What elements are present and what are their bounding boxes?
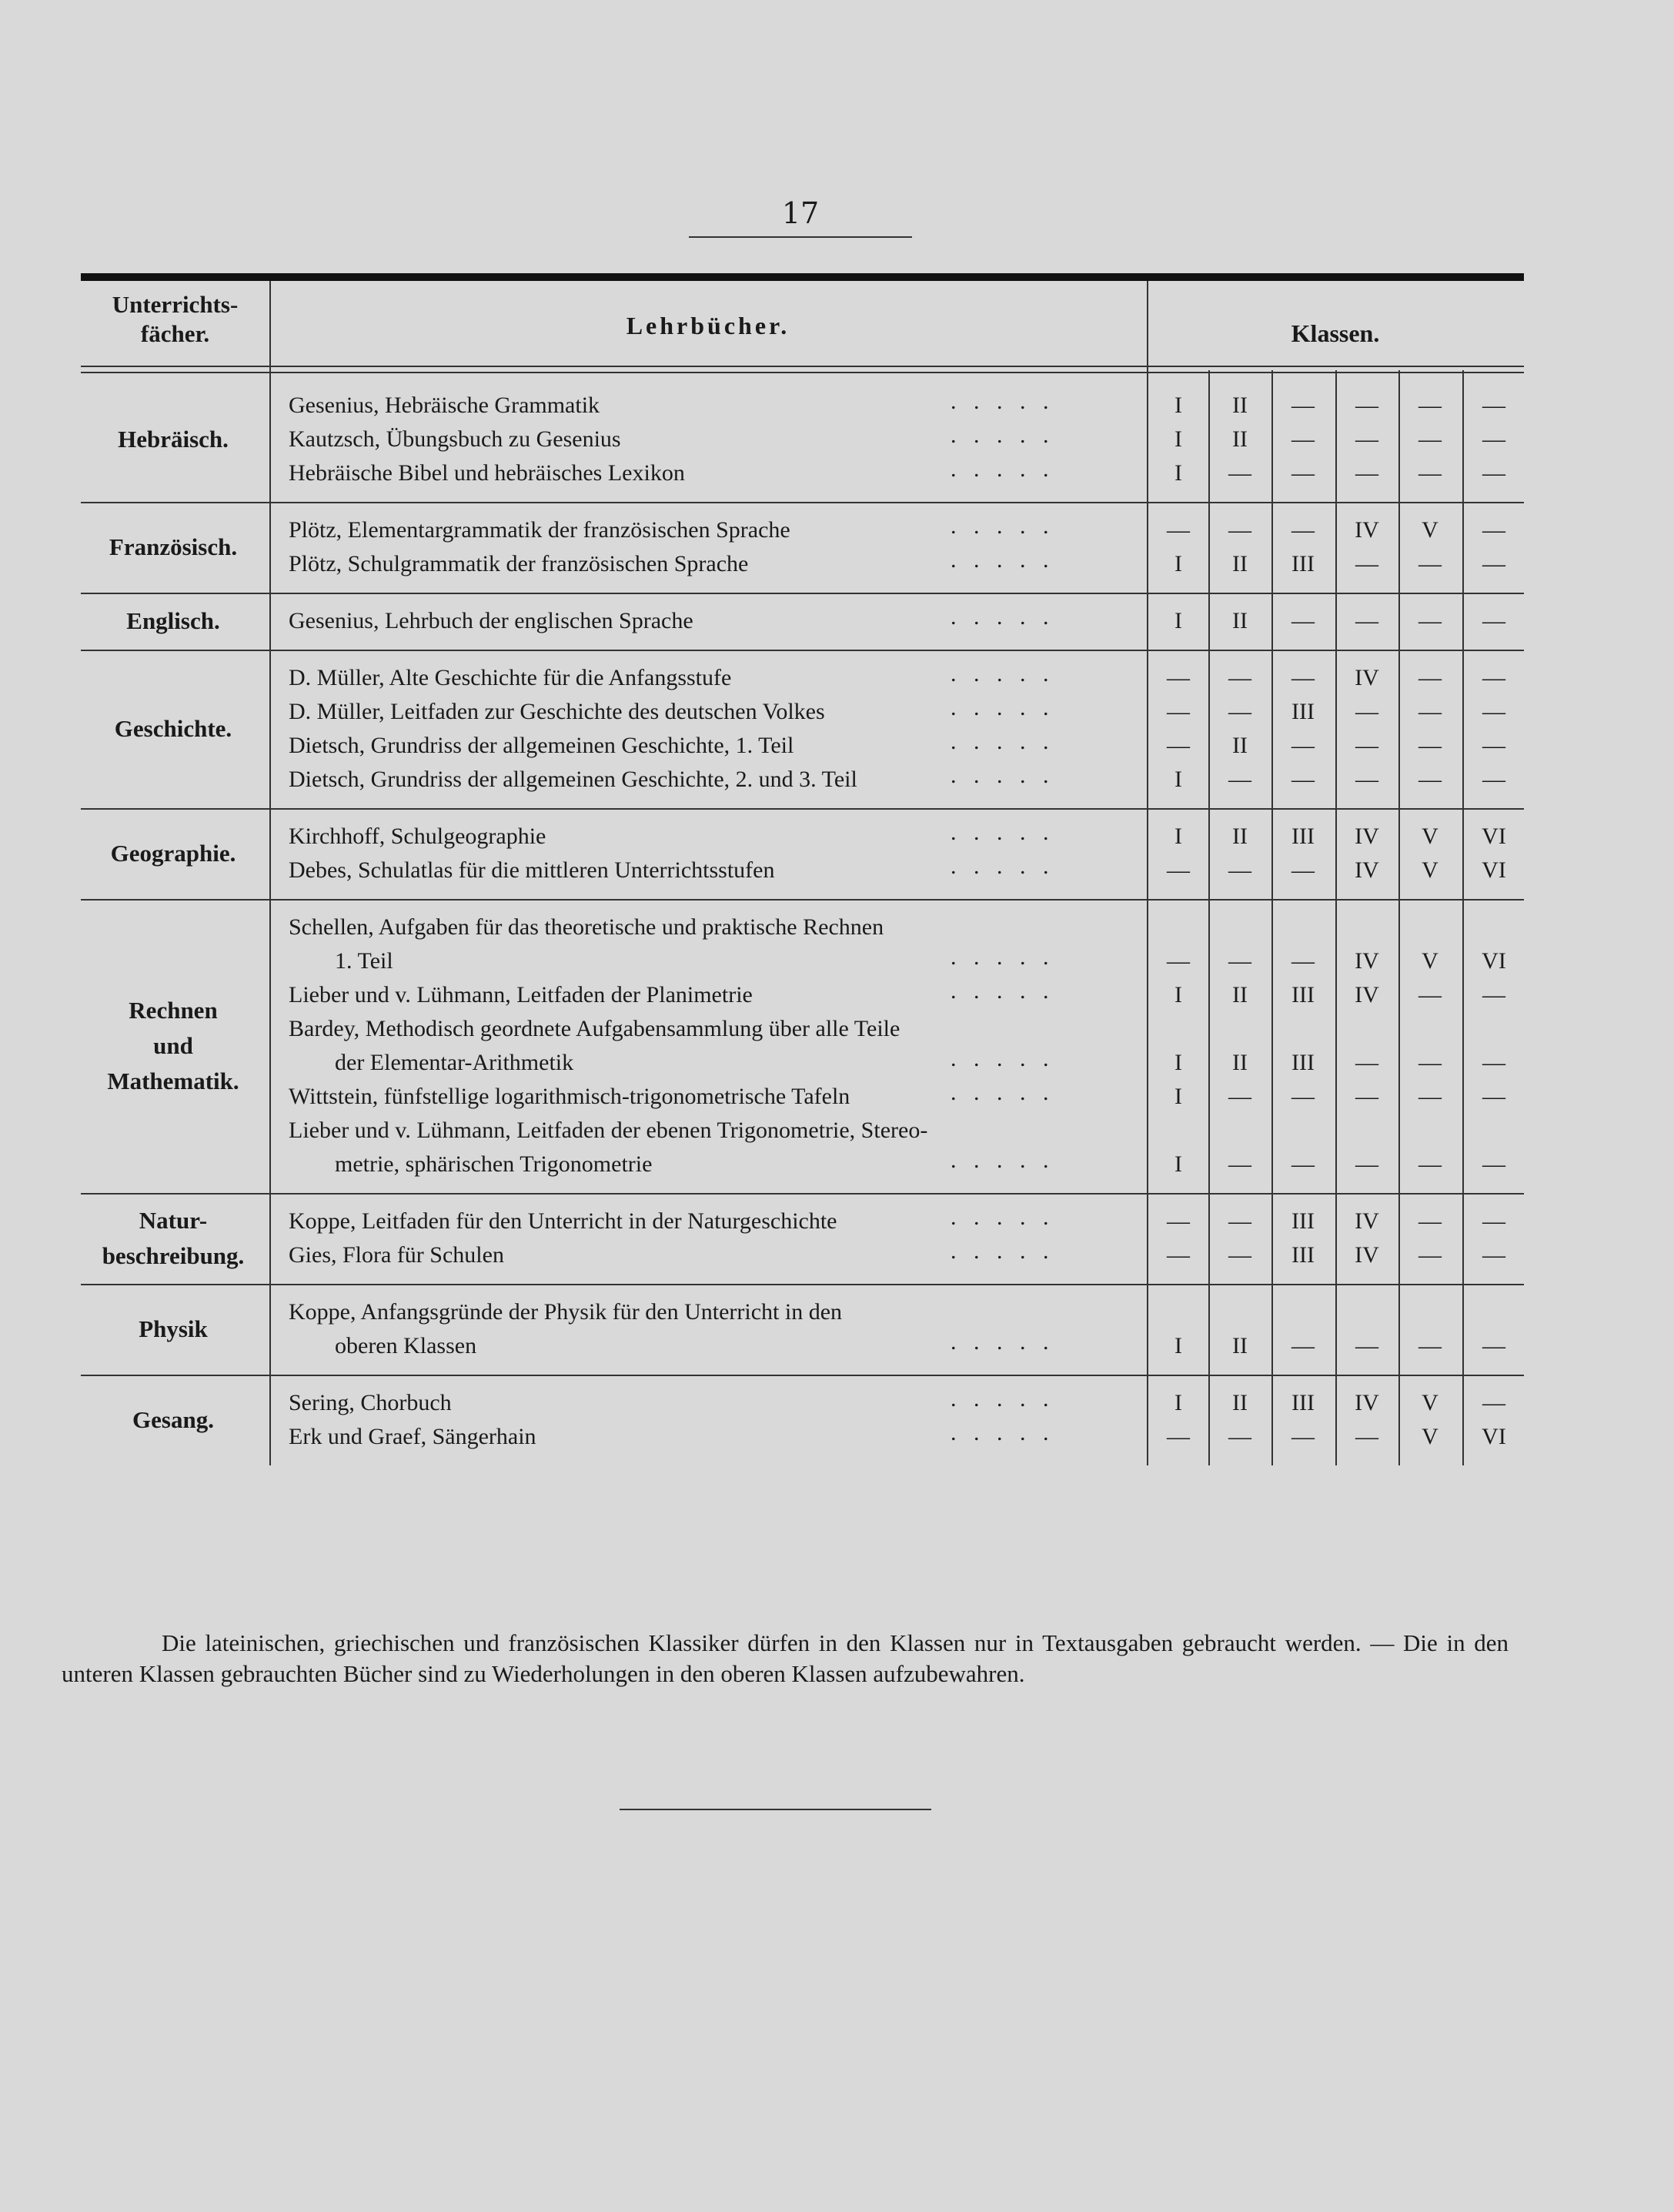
- leader-dots: . . . . .: [951, 604, 1049, 630]
- subject-6: Natur- beschreibung.: [102, 1207, 245, 1269]
- class-cell: —: [1291, 1084, 1315, 1109]
- subject-5: Rechnen und Mathematik.: [107, 997, 239, 1094]
- header-rule: [81, 366, 1524, 373]
- textbook-title: Dietsch, Grundriss der allgemeinen Geschichte, 2. und 3. Teil: [289, 767, 857, 792]
- class-cell: III: [1291, 551, 1315, 576]
- class-cell: V: [1422, 857, 1438, 883]
- leader-dots: . . . . .: [951, 763, 1049, 788]
- class-cell: I: [1174, 1151, 1182, 1177]
- subject-1: Französisch.: [109, 533, 238, 560]
- textbook-title: D. Müller, Alte Geschichte für die Anfangsstufe: [289, 665, 732, 690]
- class-cell: III: [1291, 982, 1315, 1007]
- leader-dots: . . . . .: [951, 1080, 1049, 1105]
- class-cell: —: [1228, 767, 1251, 792]
- end-rule: [620, 1809, 931, 1810]
- subject-4: Geographie.: [110, 840, 236, 867]
- leader-dots: . . . . .: [951, 1046, 1049, 1071]
- section-rule: [81, 593, 1524, 594]
- class-cell: I: [1174, 767, 1182, 792]
- class-cell: —: [1482, 1050, 1505, 1075]
- class-cell: V: [1422, 1390, 1438, 1415]
- subject-0: Hebräisch.: [118, 426, 229, 453]
- class-cell: V: [1422, 948, 1438, 974]
- class-cell: II: [1232, 1050, 1248, 1075]
- class-cell: IV: [1355, 857, 1379, 883]
- class-cell: —: [1228, 1242, 1251, 1268]
- textbook-title: Gies, Flora für Schulen: [289, 1242, 504, 1268]
- class-cell: —: [1418, 608, 1442, 633]
- leader-dots: . . . . .: [951, 729, 1049, 754]
- class-cell: —: [1228, 1151, 1251, 1177]
- class-cell: IV: [1355, 665, 1379, 690]
- class-cell: —: [1355, 608, 1378, 633]
- class-column-divider: [1271, 370, 1273, 1465]
- class-cell: —: [1418, 699, 1442, 724]
- class-cell: —: [1355, 1050, 1378, 1075]
- class-cell: I: [1174, 1084, 1182, 1109]
- class-cell: II: [1232, 824, 1248, 849]
- header-textbooks: Lehrbücher.: [626, 312, 790, 339]
- class-cell: —: [1291, 426, 1315, 452]
- class-cell: —: [1291, 460, 1315, 486]
- class-cell: —: [1482, 426, 1505, 452]
- class-cell: III: [1291, 824, 1315, 849]
- class-cell: VI: [1482, 1424, 1506, 1449]
- class-cell: —: [1482, 517, 1505, 543]
- class-column-divider: [1398, 370, 1400, 1465]
- class-cell: —: [1228, 1084, 1251, 1109]
- class-cell: —: [1418, 982, 1442, 1007]
- textbook-title: Debes, Schulatlas für die mittleren Unterrichtsstufen: [289, 857, 775, 883]
- class-cell: II: [1232, 608, 1248, 633]
- class-cell: V: [1422, 1424, 1438, 1449]
- leader-dots: . . . . .: [951, 456, 1049, 482]
- class-cell: —: [1418, 733, 1442, 758]
- class-cell: —: [1355, 460, 1378, 486]
- textbook-title: Bardey, Methodisch geordnete Aufgabensammlung über alle Teile: [289, 1016, 900, 1041]
- class-cell: —: [1291, 1424, 1315, 1449]
- header-subjects: Unterrichts- fächer.: [112, 291, 239, 347]
- textbook-title: Sering, Chorbuch: [289, 1390, 452, 1415]
- class-cell: —: [1291, 517, 1315, 543]
- class-cell: IV: [1355, 948, 1379, 974]
- class-cell: —: [1291, 767, 1315, 792]
- textbook-title: Koppe, Anfangsgründe der Physik für den Unterricht in den: [289, 1299, 843, 1325]
- class-cell: V: [1422, 824, 1438, 849]
- header-classes: Klassen.: [1291, 319, 1380, 347]
- class-cell: III: [1291, 1390, 1315, 1415]
- class-cell: —: [1228, 948, 1251, 974]
- class-cell: —: [1355, 393, 1378, 418]
- column-divider-subject: [269, 281, 271, 1465]
- class-column-divider: [1208, 370, 1210, 1465]
- column-divider-classes: [1147, 281, 1148, 1465]
- class-cell: —: [1355, 1084, 1378, 1109]
- footnote: [62, 1628, 1509, 1689]
- class-cell: —: [1228, 699, 1251, 724]
- class-cell: —: [1291, 608, 1315, 633]
- class-cell: V: [1422, 517, 1438, 543]
- class-cell: I: [1174, 460, 1182, 486]
- class-cell: —: [1418, 1242, 1442, 1268]
- subject-2: Englisch.: [126, 607, 220, 634]
- class-cell: —: [1355, 1333, 1378, 1358]
- class-cell: —: [1355, 1424, 1378, 1449]
- class-cell: —: [1167, 733, 1190, 758]
- class-cell: IV: [1355, 982, 1379, 1007]
- class-cell: —: [1482, 1390, 1505, 1415]
- class-cell: —: [1228, 1208, 1251, 1234]
- class-cell: I: [1174, 608, 1182, 633]
- class-cell: —: [1482, 1151, 1505, 1177]
- section-rule: [81, 1375, 1524, 1376]
- leader-dots: . . . . .: [951, 513, 1049, 539]
- section-rule: [81, 502, 1524, 503]
- class-cell: —: [1291, 733, 1315, 758]
- class-cell: IV: [1355, 1208, 1379, 1234]
- class-cell: III: [1291, 699, 1315, 724]
- class-cell: —: [1482, 1084, 1505, 1109]
- section-rule: [81, 650, 1524, 651]
- class-column-divider: [1335, 370, 1337, 1465]
- class-cell: —: [1418, 426, 1442, 452]
- textbook-title: Wittstein, fünfstellige logarithmisch-trigonometrische Tafeln: [289, 1084, 850, 1109]
- class-cell: —: [1482, 460, 1505, 486]
- class-cell: VI: [1482, 948, 1506, 974]
- textbook-title: Kirchhoff, Schulgeographie: [289, 824, 546, 849]
- class-cell: —: [1418, 460, 1442, 486]
- leader-dots: . . . . .: [951, 1148, 1049, 1173]
- class-cell: —: [1418, 1050, 1442, 1075]
- class-cell: IV: [1355, 1390, 1379, 1415]
- class-column-divider: [1462, 370, 1464, 1465]
- class-cell: III: [1291, 1208, 1315, 1234]
- textbook-title: oberen Klassen: [335, 1333, 477, 1358]
- class-cell: —: [1228, 857, 1251, 883]
- leader-dots: . . . . .: [951, 1205, 1049, 1230]
- class-cell: II: [1232, 733, 1248, 758]
- class-cell: —: [1418, 1208, 1442, 1234]
- class-cell: —: [1482, 1242, 1505, 1268]
- class-cell: —: [1228, 517, 1251, 543]
- class-cell: II: [1232, 426, 1248, 452]
- textbook-title: Gesenius, Hebräische Grammatik: [289, 393, 600, 418]
- leader-dots: . . . . .: [951, 1420, 1049, 1445]
- textbook-title: Erk und Graef, Sängerhain: [289, 1424, 536, 1449]
- class-cell: —: [1482, 982, 1505, 1007]
- textbook-title: Gesenius, Lehrbuch der englischen Sprache: [289, 608, 693, 633]
- class-cell: I: [1174, 824, 1182, 849]
- class-cell: —: [1228, 460, 1251, 486]
- class-cell: —: [1291, 393, 1315, 418]
- leader-dots: . . . . .: [951, 820, 1049, 845]
- class-cell: —: [1291, 665, 1315, 690]
- class-cell: —: [1355, 767, 1378, 792]
- class-cell: —: [1418, 1333, 1442, 1358]
- class-cell: VI: [1482, 857, 1506, 883]
- class-cell: —: [1418, 767, 1442, 792]
- textbook-title: D. Müller, Leitfaden zur Geschichte des deutschen Volkes: [289, 699, 825, 724]
- class-cell: —: [1418, 393, 1442, 418]
- class-cell: —: [1355, 699, 1378, 724]
- subject-7: Physik: [139, 1315, 208, 1342]
- class-cell: II: [1232, 393, 1248, 418]
- class-cell: —: [1167, 699, 1190, 724]
- leader-dots: . . . . .: [951, 389, 1049, 414]
- section-rule: [81, 808, 1524, 810]
- class-cell: —: [1482, 1333, 1505, 1358]
- class-cell: —: [1482, 665, 1505, 690]
- class-cell: —: [1228, 665, 1251, 690]
- textbook-title: metrie, sphärischen Trigonometrie: [335, 1151, 653, 1177]
- textbook-title: Lieber und v. Lühmann, Leitfaden der Planimetrie: [289, 982, 753, 1007]
- leader-dots: . . . . .: [951, 1386, 1049, 1412]
- class-cell: —: [1355, 551, 1378, 576]
- footnote-text: Die lateinischen, griechischen und französischen Klassiker dürfen in den Klassen nur in Textausgaben gebraucht werden. — Die in den unteren Klassen gebrauchten Bücher sind zu Wiederholungen in den oberen Klassen aufzubewahren.: [62, 1629, 1509, 1687]
- class-cell: —: [1355, 1151, 1378, 1177]
- class-cell: —: [1418, 665, 1442, 690]
- class-cell: —: [1482, 1208, 1505, 1234]
- leader-dots: . . . . .: [951, 661, 1049, 687]
- class-cell: —: [1482, 767, 1505, 792]
- class-cell: —: [1167, 948, 1190, 974]
- class-cell: II: [1232, 1390, 1248, 1415]
- subject-8: Gesang.: [132, 1406, 214, 1433]
- class-cell: II: [1232, 1333, 1248, 1358]
- class-cell: —: [1482, 733, 1505, 758]
- leader-dots: . . . . .: [951, 547, 1049, 573]
- section-rule: [81, 1193, 1524, 1195]
- class-cell: I: [1174, 1390, 1182, 1415]
- class-cell: —: [1482, 551, 1505, 576]
- textbook-title: Plötz, Elementargrammatik der französischen Sprache: [289, 517, 790, 543]
- textbook-title: Plötz, Schulgrammatik der französischen Sprache: [289, 551, 749, 576]
- leader-dots: . . . . .: [951, 944, 1049, 970]
- class-cell: —: [1291, 948, 1315, 974]
- class-cell: I: [1174, 426, 1182, 452]
- class-cell: —: [1291, 1333, 1315, 1358]
- leader-dots: . . . . .: [951, 695, 1049, 720]
- class-cell: —: [1482, 393, 1505, 418]
- textbook-title: 1. Teil: [335, 948, 393, 974]
- class-cell: I: [1174, 1050, 1182, 1075]
- class-cell: —: [1291, 1151, 1315, 1177]
- class-cell: —: [1482, 699, 1505, 724]
- page-number: 17: [689, 196, 912, 238]
- class-cell: —: [1291, 857, 1315, 883]
- textbook-title: Hebräische Bibel und hebräisches Lexikon: [289, 460, 685, 486]
- class-cell: I: [1174, 1333, 1182, 1358]
- leader-dots: . . . . .: [951, 978, 1049, 1004]
- class-cell: II: [1232, 982, 1248, 1007]
- table-top-rule: [81, 273, 1524, 281]
- class-cell: —: [1418, 1084, 1442, 1109]
- class-cell: III: [1291, 1050, 1315, 1075]
- class-cell: —: [1482, 608, 1505, 633]
- subject-3: Geschichte.: [114, 715, 232, 742]
- textbook-title: Koppe, Leitfaden für den Unterricht in der Naturgeschichte: [289, 1208, 837, 1234]
- leader-dots: . . . . .: [951, 854, 1049, 879]
- textbook-table: [81, 273, 1524, 1493]
- leader-dots: . . . . .: [951, 1329, 1049, 1355]
- textbook-title: Schellen, Aufgaben für das theoretische und praktische Rechnen: [289, 914, 884, 940]
- class-cell: —: [1167, 1424, 1190, 1449]
- textbook-title: Dietsch, Grundriss der allgemeinen Geschichte, 1. Teil: [289, 733, 794, 758]
- class-cell: —: [1167, 1242, 1190, 1268]
- class-cell: —: [1167, 517, 1190, 543]
- class-cell: IV: [1355, 1242, 1379, 1268]
- class-cell: —: [1355, 733, 1378, 758]
- class-cell: —: [1418, 1151, 1442, 1177]
- class-cell: IV: [1355, 517, 1379, 543]
- leader-dots: . . . . .: [951, 1238, 1049, 1264]
- class-cell: I: [1174, 551, 1182, 576]
- textbook-title: Kautzsch, Übungsbuch zu Gesenius: [289, 426, 621, 452]
- class-cell: I: [1174, 982, 1182, 1007]
- class-cell: —: [1228, 1424, 1251, 1449]
- class-cell: —: [1167, 665, 1190, 690]
- class-cell: III: [1291, 1242, 1315, 1268]
- leader-dots: . . . . .: [951, 423, 1049, 448]
- class-cell: VI: [1482, 824, 1506, 849]
- class-cell: —: [1167, 857, 1190, 883]
- class-cell: —: [1418, 551, 1442, 576]
- section-rule: [81, 899, 1524, 901]
- class-cell: —: [1355, 426, 1378, 452]
- class-cell: —: [1167, 1208, 1190, 1234]
- class-cell: I: [1174, 393, 1182, 418]
- class-cell: IV: [1355, 824, 1379, 849]
- section-rule: [81, 1284, 1524, 1285]
- textbook-title: Lieber und v. Lühmann, Leitfaden der ebenen Trigonometrie, Stereo-: [289, 1118, 928, 1143]
- class-cell: II: [1232, 551, 1248, 576]
- textbook-title: der Elementar-Arithmetik: [335, 1050, 574, 1075]
